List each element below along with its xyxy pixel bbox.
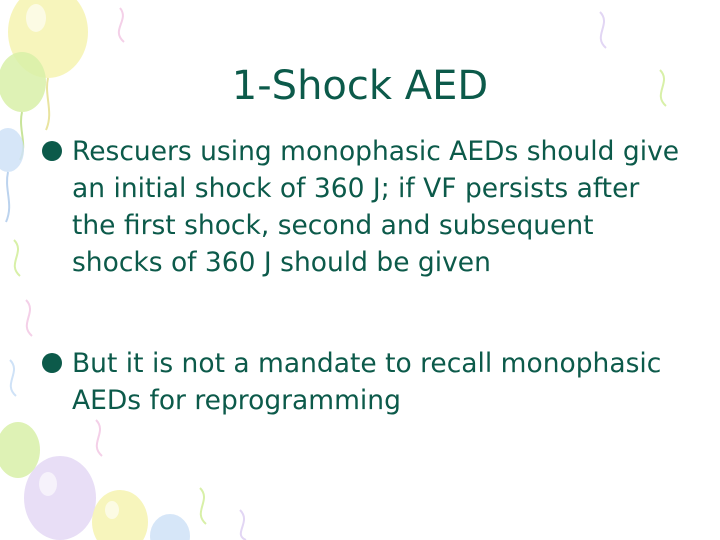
- balloon-icon: [24, 456, 96, 540]
- streamer-icon: [10, 240, 32, 396]
- bullet-item: [40, 345, 680, 419]
- bullet-text: Rescuers using monophasic AEDs should give an initial shock of 360 J; if VF persists after the first shock, second and subsequent shocks of 360 J should be given: [72, 136, 680, 278]
- balloon-icon: [150, 514, 190, 540]
- bullet-dot-icon: [42, 141, 62, 161]
- bullet-item: [40, 133, 680, 281]
- bullet-list: [40, 133, 680, 419]
- slide-title: 1-Shock AED: [231, 63, 489, 109]
- bullet-dot-icon: [42, 353, 62, 373]
- balloon-icon: [92, 490, 148, 540]
- bullet-text: But it is not a mandate to recall monophasic AEDs for reprogramming: [72, 348, 662, 416]
- balloon-icon: [0, 422, 40, 478]
- streamer-icon: [96, 420, 246, 540]
- balloon-icon: [0, 128, 24, 222]
